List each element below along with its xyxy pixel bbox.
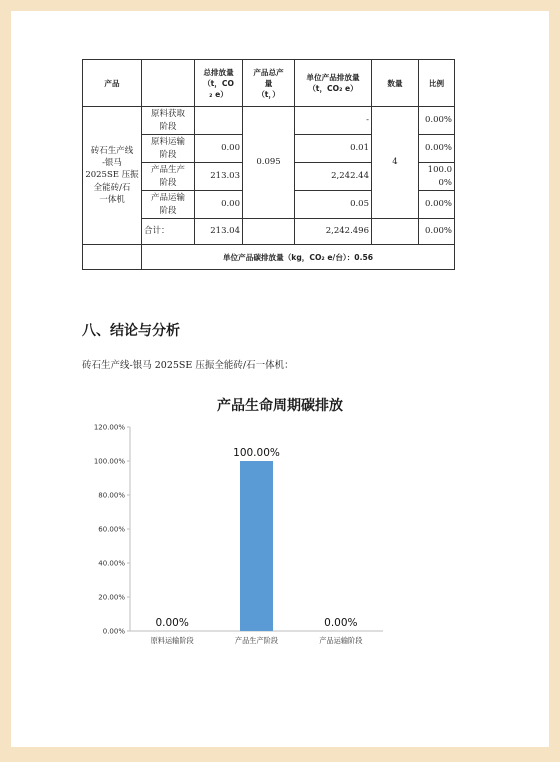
stage-ratio-cell: 0.00%	[419, 135, 455, 163]
total-ratio-cell: 0.00%	[419, 219, 455, 245]
header-unit-emission: 单位产品排放量 （t，CO₂ e）	[295, 60, 372, 107]
header-ratio: 比例	[419, 60, 455, 107]
total-emission-cell: 213.04	[195, 219, 243, 245]
y-tick-label: 0.00%	[102, 627, 125, 636]
chart-description: 砖石生产线-银马 2025SE 压振全能砖/石一体机：	[82, 360, 294, 371]
summary-cell: 单位产品碳排放量（kg，CO₂ e/台）：0.56	[142, 245, 455, 270]
stage-ratio-cell: 0.00%	[419, 191, 455, 219]
stage-unit-cell: -	[295, 107, 372, 135]
stage-total-cell: 0.00	[195, 191, 243, 219]
header-total-emission: 总排放量 （t，CO ₂ e）	[195, 60, 243, 107]
product-name-cell: 砖石生产线 -银马 2025SE 压振 全能砖/石 一体机	[83, 107, 142, 245]
stage-total-cell: 213.03	[195, 163, 243, 191]
chart-title: 产品生命周期碳排放	[217, 398, 343, 414]
x-tick-label: 产品生产阶段	[234, 636, 279, 645]
header-quantity: 数量	[372, 60, 419, 107]
y-tick-label: 100.00%	[93, 457, 125, 466]
stage-unit-cell: 2,242.44	[295, 163, 372, 191]
stage-unit-cell: 0.01	[295, 135, 372, 163]
y-tick-label: 40.00%	[98, 559, 125, 568]
stage-unit-cell: 0.05	[295, 191, 372, 219]
stage-name-cell: 产品运输 阶段	[142, 191, 195, 219]
stage-name-cell: 产品生产 阶段	[142, 163, 195, 191]
y-tick-label: 20.00%	[98, 593, 125, 602]
data-label: 0.00%	[155, 617, 189, 629]
stage-ratio-cell: 100.0 0%	[419, 163, 455, 191]
section-heading: 八、结论与分析	[82, 323, 180, 339]
quantity-value-cell: 4	[372, 107, 419, 219]
header-total-output: 产品总产 量 （t，）	[243, 60, 295, 107]
x-tick-label: 原料运输阶段	[150, 636, 194, 645]
stage-name-cell: 原料运输 阶段	[142, 135, 195, 163]
data-label: 0.00%	[324, 617, 358, 629]
header-product: 产品	[83, 60, 142, 107]
total-label-cell: 合计：	[142, 219, 195, 245]
output-value-cell: 0.095	[243, 107, 295, 219]
y-tick-label: 80.00%	[98, 491, 125, 500]
y-tick-label: 60.00%	[98, 525, 125, 534]
data-label: 100.00%	[233, 447, 280, 459]
stage-total-cell: 0.00	[195, 135, 243, 163]
stage-ratio-cell: 0.00%	[419, 107, 455, 135]
y-tick-label: 120.00%	[93, 423, 125, 432]
total-unit-cell: 2,242.496	[295, 219, 372, 245]
bar	[240, 461, 273, 631]
stage-name-cell: 原料获取 阶段	[142, 107, 195, 135]
x-tick-label: 产品运输阶段	[319, 636, 363, 645]
